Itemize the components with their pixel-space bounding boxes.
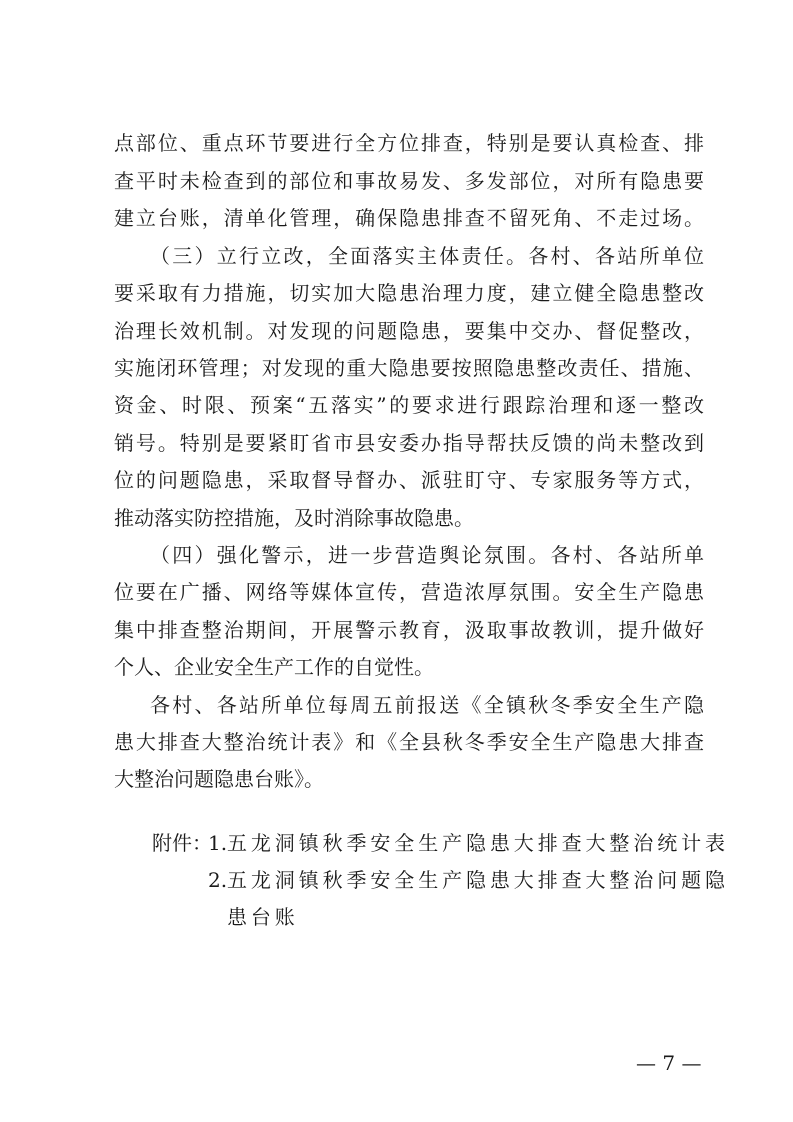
text-line: 位要在广播、网络等媒体宣传，营造浓厚氛围。安全生产隐患	[114, 580, 704, 604]
attachment-title: 患台账	[227, 905, 299, 929]
text-line: 资金、时限、预案“五落实”的要求进行跟踪治理和逐一整改	[114, 393, 704, 417]
text-line: 集中排查整治期间，开展警示教育，汲取事故教训，提升做好	[114, 618, 704, 642]
text-line: 位的问题隐患，采取督导督办、派驻盯守、专家服务等方式，	[114, 468, 704, 492]
text-line: 销号。特别是要紧盯省市县安委办指导帮扶反馈的尚未整改到	[114, 431, 704, 455]
section-heading-4: （四）强化警示，进一步营造舆论氛围。各村、各站所单	[150, 543, 704, 567]
text-line: 查平时未检查到的部位和事故易发、多发部位，对所有隐患要	[114, 169, 704, 193]
text-line: 患大排查大整治统计表》和《全县秋冬季安全生产隐患大排查	[114, 730, 704, 754]
text-line: 建立台账，清单化管理，确保隐患排查不留死角、不走过场。	[114, 206, 704, 230]
attachment-number: 2.	[208, 868, 228, 892]
attachments-label: 附件：	[152, 831, 212, 855]
attachment-number: 1.	[208, 831, 228, 855]
text-line: 推动落实防控措施，及时消除事故隐患。	[114, 506, 474, 530]
text-line: 要采取有力措施，切实加大隐患治理力度，建立健全隐患整改	[114, 281, 704, 305]
section-heading-3: （三）立行立改，全面落实主体责任。各村、各站所单位	[150, 244, 704, 268]
page-number: — 7 —	[636, 1051, 702, 1075]
text-line: 点部位、重点环节要进行全方位排查，特别是要认真检查、排	[114, 131, 704, 155]
attachment-title: 五龙洞镇秋季安全生产隐患大排查大整治统计表	[227, 831, 729, 855]
text-line: 大整治问题隐患台账》。	[114, 767, 324, 791]
attachment-title: 五龙洞镇秋季安全生产隐患大排查大整治问题隐	[227, 868, 729, 892]
text-line: 实施闭环管理；对发现的重大隐患要按照隐患整改责任、措施、	[114, 356, 704, 380]
text-line: 各村、各站所单位每周五前报送《全镇秋冬季安全生产隐	[150, 693, 704, 717]
text-line: 个人、企业安全生产工作的自觉性。	[114, 655, 434, 679]
text-line: 治理长效机制。对发现的问题隐患，要集中交办、督促整改，	[114, 319, 704, 343]
